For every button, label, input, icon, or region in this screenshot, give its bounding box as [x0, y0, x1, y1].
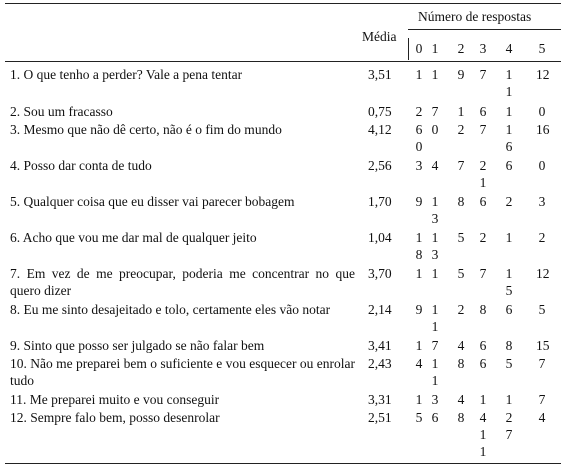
- statement-cell: 6. Acho que vou me dar mal de qualquer jeito: [10, 230, 257, 245]
- statement-cell: 8. Eu me sinto desajeitado e tolo, certamente eles vão notar: [10, 302, 331, 317]
- count-cell: 4: [415, 356, 423, 371]
- count-cell: 1 5: [505, 266, 513, 298]
- count-cell: 12: [536, 67, 550, 82]
- count-cell: 5: [538, 302, 546, 317]
- header-bottom-rule: [5, 61, 561, 62]
- count-cell: 6: [505, 158, 513, 173]
- count-cell: 2: [457, 302, 465, 317]
- response-col-header: 2: [457, 41, 465, 56]
- count-cell: 4: [457, 338, 465, 353]
- count-cell: 1 1: [431, 356, 439, 388]
- count-cell: 5: [457, 230, 465, 245]
- count-cell: 6: [505, 302, 513, 317]
- count-cell: 7: [479, 266, 487, 281]
- count-cell: 2: [505, 194, 513, 209]
- count-cell: 4: [538, 410, 546, 425]
- response-col-header: 0: [415, 41, 423, 56]
- count-cell: 6: [431, 410, 439, 425]
- count-cell: 6 0: [415, 122, 423, 154]
- count-cell: 1: [415, 392, 423, 407]
- response-col-header: 1: [431, 41, 439, 56]
- count-cell: 6: [479, 194, 487, 209]
- count-cell: 5: [415, 410, 423, 425]
- count-cell: 1: [415, 338, 423, 353]
- count-cell: 3: [415, 158, 423, 173]
- count-cell: 1 3: [431, 230, 439, 262]
- mean-cell: 2,51: [368, 410, 392, 425]
- count-cell: 3: [431, 392, 439, 407]
- mean-cell: 3,41: [368, 338, 392, 353]
- top-rule: [5, 3, 561, 4]
- count-cell: 2: [538, 230, 546, 245]
- count-cell: 1: [415, 67, 423, 82]
- count-cell: 8: [457, 356, 465, 371]
- count-cell: 7: [431, 338, 439, 353]
- count-cell: 2 1: [479, 158, 487, 190]
- mean-cell: 0,75: [368, 104, 392, 119]
- count-cell: 5: [505, 356, 513, 371]
- statement-cell: 11. Me preparei muito e vou conseguir: [10, 392, 220, 407]
- count-cell: 7: [538, 356, 546, 371]
- mean-cell: 3,31: [368, 392, 392, 407]
- count-cell: 8: [505, 338, 513, 353]
- count-cell: 1: [457, 104, 465, 119]
- count-cell: 16: [536, 122, 550, 137]
- count-cell: 3: [538, 194, 546, 209]
- count-cell: 1: [505, 230, 513, 245]
- mean-cell: 1,70: [368, 194, 392, 209]
- count-cell: 1: [505, 392, 513, 407]
- count-cell: 8: [457, 410, 465, 425]
- count-cell: 4 1 1: [479, 410, 487, 459]
- count-cell: 1: [505, 104, 513, 119]
- response-col-header: 3: [479, 41, 487, 56]
- group-header-rule: [408, 29, 561, 30]
- count-cell: 15: [536, 338, 550, 353]
- count-cell: 5: [457, 266, 465, 281]
- statement-cell: 7. Em vez de me preocupar, poderia me concentrar no que quero dizer: [10, 266, 355, 298]
- count-cell: 6: [479, 356, 487, 371]
- mean-cell: 3,51: [368, 67, 392, 82]
- mean-cell: 2,56: [368, 158, 392, 173]
- count-cell: 7: [457, 158, 465, 173]
- count-cell: 0: [538, 104, 546, 119]
- count-cell: 1: [431, 67, 439, 82]
- count-cell: 2 7: [505, 410, 513, 442]
- mean-cell: 2,14: [368, 302, 392, 317]
- count-cell: 8: [479, 302, 487, 317]
- count-cell: 1: [479, 392, 487, 407]
- mean-cell: 1,04: [368, 230, 392, 245]
- mean-header: Média: [362, 29, 397, 44]
- statement-cell: 12. Sempre falo bem, posso desenrolar: [10, 410, 220, 425]
- count-cell: 0: [538, 158, 546, 173]
- statement-cell: 1. O que tenho a perder? Vale a pena tentar: [10, 67, 243, 82]
- count-cell: 4: [457, 392, 465, 407]
- bottom-rule: [5, 463, 561, 464]
- count-cell: 9: [415, 194, 423, 209]
- count-cell: 8: [457, 194, 465, 209]
- count-cell: 2: [457, 122, 465, 137]
- count-cell: 9: [415, 302, 423, 317]
- count-cell: 7: [538, 392, 546, 407]
- response-col-header: 5: [538, 41, 546, 56]
- count-cell: 2: [415, 104, 423, 119]
- count-cell: 1 1: [505, 67, 513, 99]
- count-cell: 12: [536, 266, 550, 281]
- count-cell: 2: [479, 230, 487, 245]
- count-cell: 9: [457, 67, 465, 82]
- count-cell: 6: [479, 338, 487, 353]
- count-cell: 7: [479, 67, 487, 82]
- count-cell: 1 8: [415, 230, 423, 262]
- count-cell: 1 1: [431, 302, 439, 334]
- statement-cell: 5. Qualquer coisa que eu disser vai parecer bobagem: [10, 194, 295, 209]
- count-cell: 1 6: [505, 122, 513, 154]
- group-header: Número de respostas: [418, 9, 532, 24]
- mean-cell: 2,43: [368, 356, 392, 371]
- count-cell: 1: [415, 266, 423, 281]
- count-cell: 4: [431, 158, 439, 173]
- header-divider: [408, 38, 409, 60]
- mean-cell: 3,70: [368, 266, 392, 281]
- count-cell: 7: [479, 122, 487, 137]
- response-col-header: 4: [505, 41, 513, 56]
- count-cell: 1 3: [431, 194, 439, 226]
- statement-cell: 2. Sou um fracasso: [10, 104, 113, 119]
- count-cell: 1: [431, 266, 439, 281]
- statement-cell: 9. Sinto que posso ser julgado se não falar bem: [10, 338, 265, 353]
- count-cell: 7: [431, 104, 439, 119]
- mean-cell: 4,12: [368, 122, 392, 137]
- statement-cell: 4. Posso dar conta de tudo: [10, 158, 152, 173]
- statement-cell: 10. Não me preparei bem o suficiente e vou esquecer ou enrolar tudo: [10, 356, 355, 388]
- count-cell: 0: [431, 122, 439, 137]
- count-cell: 6: [479, 104, 487, 119]
- statement-cell: 3. Mesmo que não dê certo, não é o fim do mundo: [10, 122, 282, 137]
